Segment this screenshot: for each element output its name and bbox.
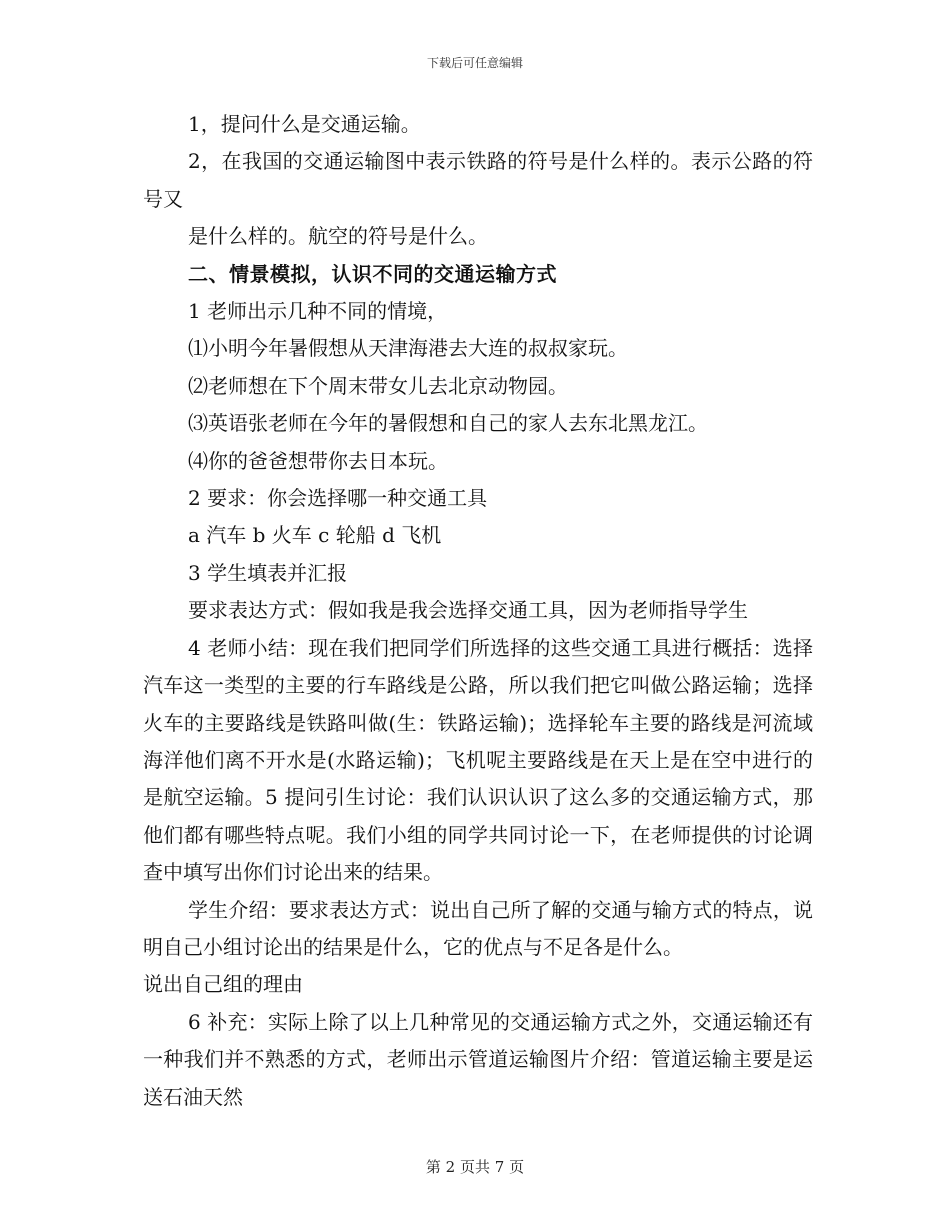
paragraph-student-intro: 学生介绍：要求表达方式：说出自己所了解的交通与输方式的特点，说明自己小组讨论出的结果是什么，它的优点与不足各是什么。: [143, 897, 813, 959]
paragraph-question-2-cont: 是什么样的。航空的符号是什么。: [188, 224, 488, 249]
paragraph-question-2: 2，在我国的交通运输图中表示铁路的符号是什么样的。表示公路的符号又: [143, 149, 813, 211]
document-body: [143, 106, 813, 1116]
page-header: 下载后可任意编辑: [426, 56, 523, 70]
paragraph-question-1: 1，提问什么是交通运输。: [188, 112, 421, 136]
page-footer: 第 2 页共 7 页: [425, 1158, 525, 1176]
paragraph-scenario-1: ⑴小明今年暑假想从天津海港去大连的叔叔家玩。: [188, 336, 628, 361]
paragraph-scenario-4: ⑷你的爸爸想带你去日本玩。: [188, 448, 448, 473]
paragraph-requirement: 2 要求：你会选择哪一种交通工具: [188, 486, 488, 511]
paragraph-scenarios-intro: 1 老师出示几种不同的情境，: [188, 299, 448, 324]
paragraph-summary: 4 老师小结：现在我们把同学们所选择的这些交通工具进行概括：选择汽车这一类型的主要的行车路线是公路，所以我们把它叫做公路运输；选择火车的主要路线是铁路叫做(生：铁路运输)；选择轮车主要的路线是河流域海洋他们离不开水是(水路运输)；飞机呢主要路线是在天上是在空中进行的是航空运输。5 提问引生讨论：我们认识认识了这么多的交通运输方式，那他们都有哪些特点呢。我们小组的同学共同讨论一下，在老师提供的讨论调查中填写出你们讨论出来的结果。: [143, 635, 813, 885]
section-heading-2: 二、情景模拟，认识不同的交通运输方式: [188, 261, 557, 286]
paragraph-scenario-3: ⑶英语张老师在今年的暑假想和自己的家人去东北黑龙江。: [188, 411, 708, 436]
paragraph-fill-table: 3 学生填表并汇报: [188, 560, 348, 585]
paragraph-supplement: 6 补充：实际上除了以上几种常见的交通运输方式之外，交通运输还有一种我们并不熟悉的方式，老师出示管道运输图片介绍：管道运输主要是运送石油天然: [143, 1009, 813, 1109]
paragraph-scenario-2: ⑵老师想在下个周末带女儿去北京动物园。: [188, 373, 568, 398]
paragraph-reason: 说出自己组的理由: [143, 972, 303, 997]
paragraph-options: a 汽车 b 火车 c 轮船 d 飞机: [188, 523, 442, 548]
paragraph-expression: 要求表达方式：假如我是我会选择交通工具，因为老师指导学生: [188, 598, 748, 623]
